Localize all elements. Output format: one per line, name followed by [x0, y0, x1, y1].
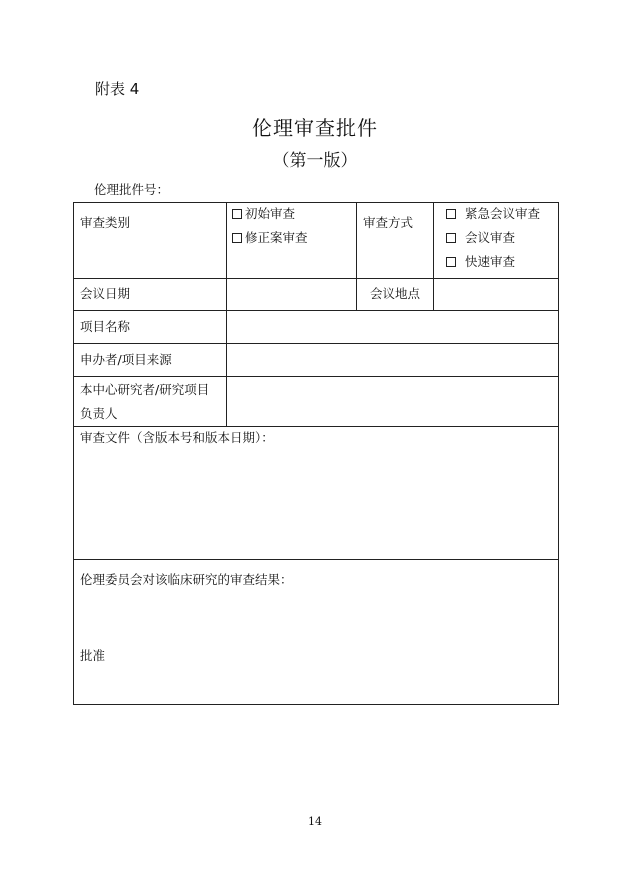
project-name-field[interactable] [227, 311, 559, 344]
review-type-option-initial[interactable] [232, 203, 350, 225]
documents-cell[interactable] [74, 427, 559, 560]
investigator-label-line2: 负责人 [80, 406, 118, 421]
meeting-location-field[interactable] [434, 279, 559, 311]
document-title: 伦理审查批件 [252, 116, 378, 140]
applicant-field[interactable] [227, 344, 559, 377]
attachment-label: 附表 4 [95, 80, 140, 98]
option-label: 紧急会议审查 [465, 206, 541, 221]
result-value: 批准 [80, 648, 106, 663]
meeting-date-field[interactable] [227, 279, 357, 311]
investigator-label-line1: 本中心研究者/研究项目 [80, 382, 210, 397]
review-type-options [227, 203, 357, 279]
checkbox[interactable] [446, 209, 456, 219]
option-label: 修正案审查 [245, 230, 308, 245]
documents-label: 审查文件（含版本号和版本日期）： [80, 430, 274, 445]
approval-form-table [73, 202, 559, 705]
project-name-label: 项目名称 [74, 311, 227, 344]
option-label: 会议审查 [465, 230, 516, 245]
review-method-option-expedited[interactable] [446, 251, 552, 273]
option-label: 初始审查 [245, 206, 296, 221]
checkbox[interactable] [232, 233, 242, 243]
review-type-option-amendment[interactable] [232, 227, 350, 249]
result-cell[interactable] [74, 560, 559, 705]
review-method-options [434, 203, 559, 279]
documents-row [74, 427, 559, 560]
investigator-label [74, 377, 227, 427]
project-name-row [74, 311, 559, 344]
investigator-field[interactable] [227, 377, 559, 427]
checkbox[interactable] [446, 257, 456, 267]
page-number: 14 [308, 815, 322, 828]
review-type-label: 审查类别 [74, 203, 227, 279]
document-subtitle: （第一版） [272, 151, 358, 171]
meeting-location-label: 会议地点 [357, 279, 434, 311]
review-row [74, 203, 559, 279]
result-label: 伦理委员会对该临床研究的审查结果： [80, 572, 293, 587]
investigator-row [74, 377, 559, 427]
checkbox[interactable] [232, 209, 242, 219]
review-method-option-urgent[interactable] [446, 203, 552, 225]
review-method-label: 审查方式 [357, 203, 434, 279]
meeting-date-label: 会议日期 [74, 279, 227, 311]
review-method-option-meeting[interactable] [446, 227, 552, 249]
applicant-label: 申办者/项目来源 [74, 344, 227, 377]
meeting-row [74, 279, 559, 311]
approval-number-label: 伦理批件号： [94, 182, 170, 197]
applicant-row [74, 344, 559, 377]
result-row [74, 560, 559, 705]
option-label: 快速审查 [465, 254, 516, 269]
checkbox[interactable] [446, 233, 456, 243]
